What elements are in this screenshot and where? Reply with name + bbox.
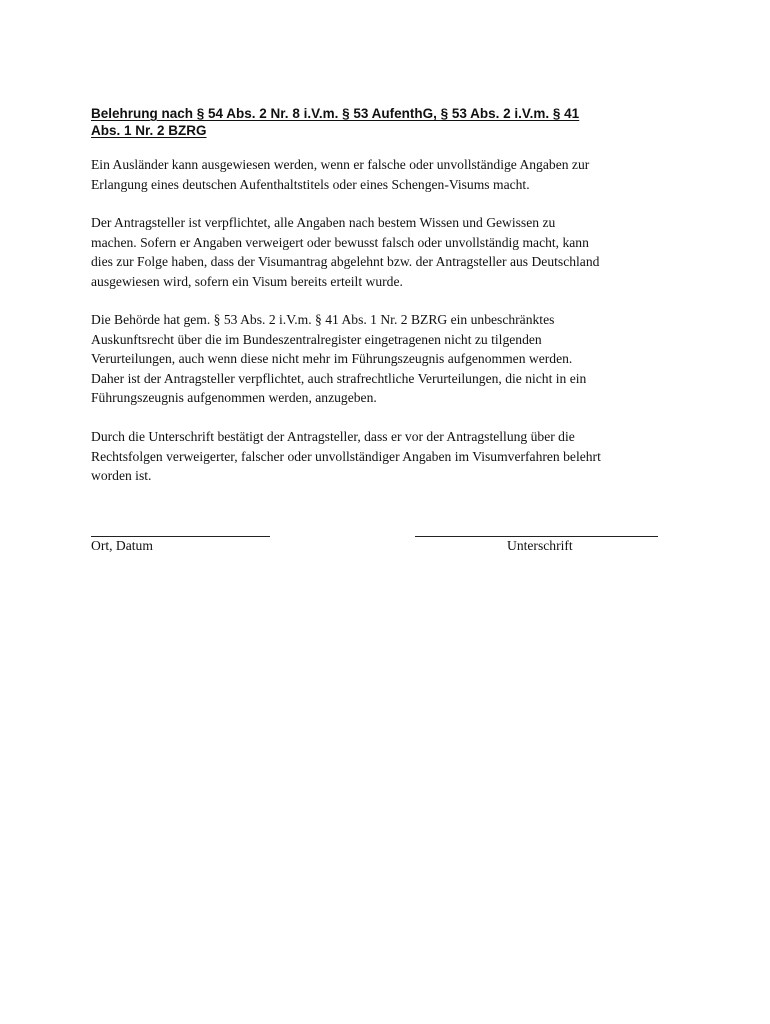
place-date-label: Ort, Datum xyxy=(91,538,153,553)
paragraph-line: ausgewiesen wird, sofern ein Visum bereits erteilt wurde. xyxy=(91,273,403,289)
paragraph-signature-confirmation xyxy=(91,427,691,486)
paragraph-line: dies zur Folge haben, dass der Visumantrag abgelehnt bzw. der Antragsteller aus Deutschland xyxy=(91,254,600,269)
paragraph-line: Durch die Unterschrift bestätigt der Antragsteller, dass er vor der Antragstellung über die xyxy=(91,429,575,444)
paragraph-expulsion-notice xyxy=(91,155,691,194)
heading-line: Abs. 1 Nr. 2 BZRG xyxy=(91,123,207,138)
paragraph-line: Verurteilungen, auch wenn diese nicht mehr im Führungszeugnis aufgenommen werden. xyxy=(91,351,573,366)
paragraph-line: machen. Sofern er Angaben verweigert oder bewusst falsch oder unvollständig macht, kann xyxy=(91,234,589,250)
heading-line: Belehrung nach § 54 Abs. 2 Nr. 8 i.V.m. § 53 AufenthG, § 53 Abs. 2 i.V.m. § 41 xyxy=(91,106,580,121)
paragraph-line: Rechtsfolgen verweigerter, falscher oder unvollständiger Angaben im Visumverfahren belehrt xyxy=(91,448,601,464)
paragraph-line: Der Antragsteller ist verpflichtet, alle Angaben nach bestem Wissen und Gewissen zu xyxy=(91,215,556,230)
signature-label: Unterschrift xyxy=(507,538,573,553)
paragraph-line: Führungszeugnis aufgenommen werden, anzugeben. xyxy=(91,390,377,405)
document-heading xyxy=(91,105,671,139)
paragraph-line: Auskunftsrecht über die im Bundeszentralregister eingetragenen nicht zu tilgenden xyxy=(91,331,542,347)
paragraph-line: Daher ist der Antragsteller verpflichtet, auch strafrechtliche Verurteilungen, die nicht in ein xyxy=(91,370,587,386)
paragraph-applicant-obligation xyxy=(91,213,691,291)
paragraph-line: Erlangung eines deutschen Aufenthaltstitels oder eines Schengen-Visums macht. xyxy=(91,176,530,192)
paragraph-authority-information-right xyxy=(91,310,691,408)
paragraph-line: Die Behörde hat gem. § 53 Abs. 2 i.V.m. § 41 Abs. 1 Nr. 2 BZRG ein unbeschränktes xyxy=(91,312,555,327)
paragraph-line: worden ist. xyxy=(91,468,152,483)
paragraph-line: Ein Ausländer kann ausgewiesen werden, wenn er falsche oder unvollständige Angaben zur xyxy=(91,157,590,172)
